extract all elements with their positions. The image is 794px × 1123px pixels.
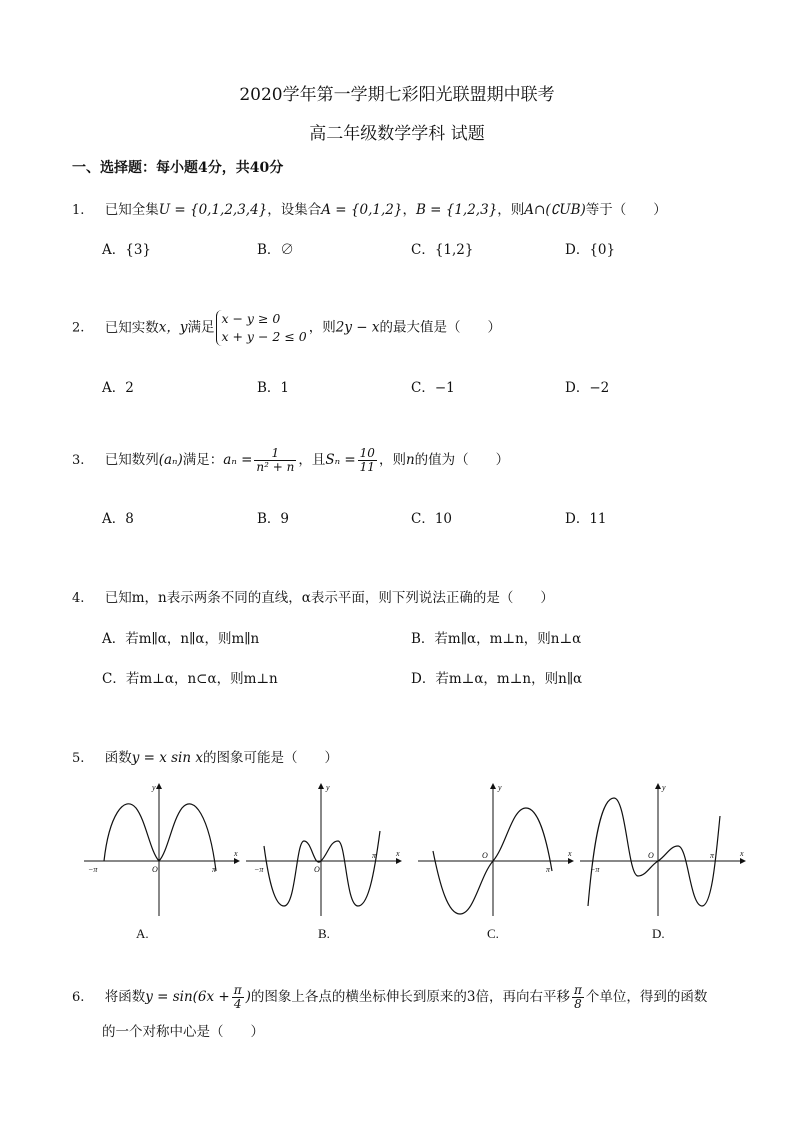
- x-axis-label: x: [396, 849, 400, 858]
- x-axis-label: x: [234, 849, 238, 858]
- question-text: ，设集合: [267, 202, 322, 218]
- pi-label: π: [372, 851, 377, 860]
- x-axis-label: x: [568, 849, 572, 858]
- y-axis-label: y: [662, 783, 666, 792]
- neg-pi-label: −π: [88, 865, 98, 874]
- q1-option-b[interactable]: B．∅: [257, 242, 294, 258]
- general-term: aₙ =: [223, 452, 253, 469]
- origin-label: O: [152, 865, 158, 874]
- fraction-numerator: 1: [254, 447, 296, 461]
- question-number: 4.: [72, 591, 85, 606]
- y-axis-label: y: [498, 783, 502, 792]
- n-variable: n: [405, 452, 415, 469]
- question-number: 6.: [72, 990, 85, 1006]
- graph-caption-d: D.: [652, 926, 665, 941]
- partial-sum: Sₙ =: [325, 452, 356, 469]
- fraction-numerator: π: [574, 983, 582, 997]
- fraction: [358, 447, 377, 474]
- objective-expression: 2y − x: [335, 319, 380, 336]
- question-number: 5.: [72, 751, 85, 766]
- set-u: U = {0,1,2,3,4}: [158, 202, 268, 218]
- function-expression: y = x sin x: [131, 750, 203, 766]
- section-heading: 一、选择题：每小题4分，共40分: [72, 160, 284, 176]
- question-3: [72, 447, 509, 474]
- origin-label: O: [482, 851, 488, 860]
- fraction: [232, 984, 244, 1011]
- fraction-numerator: 10: [359, 446, 375, 460]
- fraction-denominator: n² + n: [256, 460, 295, 475]
- graph-caption-b: B.: [318, 926, 330, 941]
- q4-option-b[interactable]: B．若m∥α，m⊥n，则n⊥α: [411, 631, 582, 647]
- sequence: (aₙ): [158, 452, 183, 469]
- graph-option-b[interactable]: [246, 776, 406, 926]
- question-text: 已知m，n表示两条不同的直线，α表示平面，则下列说法正确的是（ ）: [104, 590, 554, 606]
- question-text: 函数: [104, 750, 132, 766]
- fraction: [572, 984, 584, 1011]
- exam-subtitle: 高二年级数学学科 试题: [309, 124, 485, 144]
- graph-option-d[interactable]: [580, 776, 750, 926]
- pi-label: π: [212, 865, 217, 874]
- variables: x，y: [158, 319, 188, 336]
- neg-pi-label: −π: [590, 865, 600, 874]
- question-text: 满足：: [182, 452, 224, 469]
- question-text: 的图象可能是（ ）: [202, 750, 338, 766]
- function-expression: y = sin(6x +: [145, 989, 230, 1006]
- curve: [588, 798, 720, 906]
- fraction-denominator: 11: [359, 460, 375, 475]
- graph-option-c[interactable]: [418, 776, 578, 926]
- y-axis-label: y: [152, 783, 156, 792]
- q2-option-d[interactable]: D．−2: [565, 380, 610, 396]
- question-5: [72, 746, 338, 766]
- question-number: 2.: [72, 320, 85, 336]
- inequality-1: x − y ≥ 0: [221, 311, 281, 326]
- question-4: [72, 586, 554, 606]
- q3-option-a[interactable]: A．8: [102, 511, 134, 527]
- question-2: [72, 310, 501, 346]
- q1-option-c[interactable]: C．{1,2}: [411, 242, 474, 258]
- origin-label: O: [648, 851, 654, 860]
- question-text: 已知实数: [104, 319, 159, 336]
- fraction-denominator: 8: [574, 997, 582, 1012]
- question-text: ，则: [497, 202, 525, 218]
- question-text: 等于（ ）: [585, 202, 667, 218]
- q4-option-d[interactable]: D．若m⊥α，m⊥n，则n∥α: [411, 671, 583, 687]
- question-text: 个单位，得到的函数: [585, 989, 708, 1006]
- question-1: [72, 198, 667, 218]
- question-number: 3.: [72, 453, 85, 469]
- function-expression-end: ): [245, 989, 251, 1006]
- question-6-line-2: 的一个对称中心是（ ）: [102, 1024, 264, 1040]
- neg-pi-label: −π: [254, 865, 264, 874]
- question-text: ，且: [298, 452, 326, 469]
- inequality-2: x + y − 2 ≤ 0: [221, 329, 307, 345]
- set-expression: A∩(∁UB): [524, 202, 586, 218]
- q1-option-d[interactable]: D．{0}: [565, 242, 616, 258]
- pi-label: π: [546, 865, 551, 874]
- q3-option-b[interactable]: B．9: [257, 511, 290, 527]
- question-text: ，则: [308, 319, 336, 336]
- question-text: 的值为（ ）: [414, 452, 510, 469]
- q4-option-c[interactable]: C．若m⊥α，n⊂α，则m⊥n: [102, 671, 278, 687]
- set-b: B = {1,2,3}: [415, 202, 498, 218]
- set-a: A = {0,1,2}: [321, 202, 403, 218]
- inequality-system: [216, 310, 306, 346]
- question-text: 将函数: [104, 989, 146, 1006]
- exam-title: 2020学年第一学期七彩阳光联盟期中联考: [239, 85, 555, 105]
- graph-caption-a: A.: [136, 926, 149, 941]
- graph-option-a[interactable]: [84, 776, 244, 926]
- q2-option-c[interactable]: C．−1: [411, 380, 455, 396]
- question-text: ，: [402, 202, 416, 218]
- origin-label: O: [314, 865, 320, 874]
- question-6: [72, 984, 707, 1011]
- question-text: ，则: [378, 452, 406, 469]
- fraction: [254, 447, 296, 474]
- question-text: 的图象上各点的横坐标伸长到原来的3倍，再向右平移: [250, 989, 571, 1006]
- y-axis-label: y: [326, 783, 330, 792]
- q4-option-a[interactable]: A．若m∥α，n∥α，则m∥n: [102, 631, 260, 647]
- x-axis-label: x: [740, 849, 744, 858]
- q2-option-b[interactable]: B．1: [257, 380, 290, 396]
- fraction-numerator: π: [233, 983, 242, 997]
- question-text: 满足: [187, 319, 215, 336]
- question-text: 已知数列: [104, 452, 159, 469]
- question-text: 已知全集: [104, 202, 159, 218]
- graph-caption-c: C.: [487, 926, 499, 941]
- curve: [264, 831, 380, 906]
- question-text: 的最大值是（ ）: [379, 319, 501, 336]
- q3-option-d[interactable]: D．11: [565, 511, 607, 527]
- fraction-denominator: 4: [233, 997, 242, 1012]
- pi-label: π: [710, 851, 715, 860]
- q1-option-a[interactable]: A．{3}: [102, 242, 152, 258]
- question-number: 1.: [72, 203, 85, 218]
- q2-option-a[interactable]: A．2: [102, 380, 134, 396]
- q3-option-c[interactable]: C．10: [411, 511, 453, 527]
